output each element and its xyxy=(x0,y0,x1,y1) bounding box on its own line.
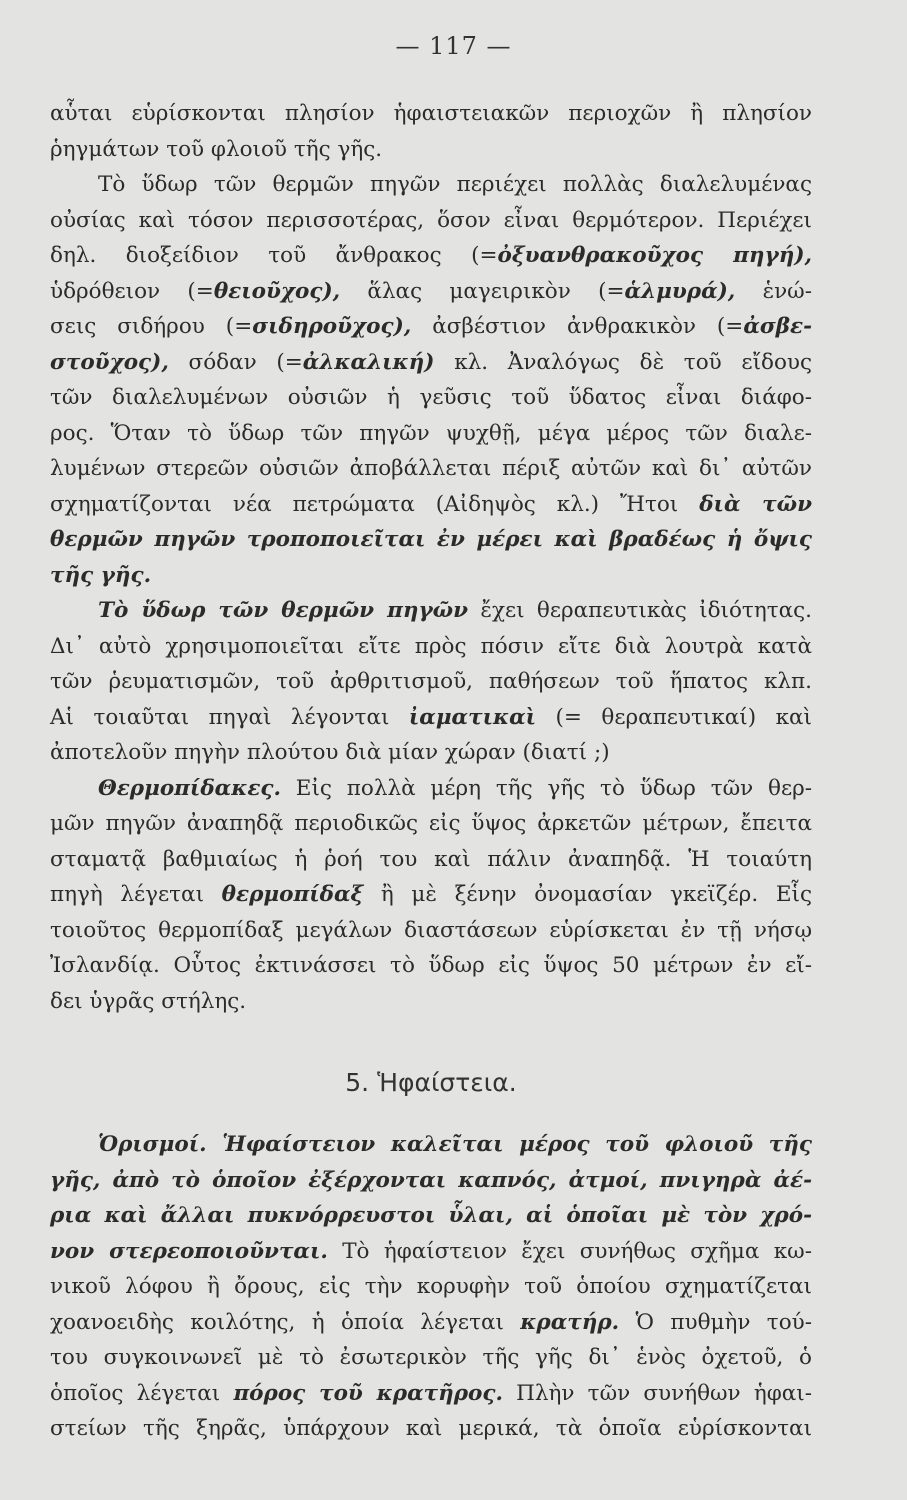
text-line: πηγὴ λέγεται θερμοπίδαξ ἢ μὲ ξένην ὀνομασίαν γκεϊζέρ. Εἷς xyxy=(50,882,812,907)
text-line: ρια καὶ ἄλλαι πυκνόρρευστοι ὗλαι, αἱ ὁποῖαι μὲ τὸν χρό- xyxy=(50,1203,812,1228)
text-line: Τὸ ὕδωρ τῶν θερμῶν πηγῶν περιέχει πολλὰς διαλελυμένας xyxy=(98,172,812,197)
page-number: — 117 — xyxy=(395,32,512,60)
text-line: μῶν πηγῶν ἀναπηδᾷ περιοδικῶς εἰς ὕψος ἀρκετῶν μέτρων, ἔπειτα xyxy=(50,811,812,836)
bold-term: στοῦχος), xyxy=(50,349,169,375)
text-line: Δι᾽ αὐτὸ χρησιμοποιεῖται εἴτε πρὸς πόσιν εἴτε διὰ λουτρὰ κατὰ xyxy=(50,633,812,659)
text-line: νον στερεοποιοῦνται. Τὸ ἡφαίστειον ἔχει συνήθως σχῆμα κω- xyxy=(50,1238,812,1264)
text-line: τοιοῦτος θερμοπίδαξ μεγάλων διαστάσεων εὑρίσκεται ἐν τῇ νήσῳ xyxy=(50,917,812,943)
text-line: στοῦχος), σόδαν (=ἀλκαλική) κλ. Ἀναλόγως δὲ τοῦ εἴδους xyxy=(50,349,812,375)
text-line: αὗται εὑρίσκονται πλησίον ἡφαιστειακῶν περιοχῶν ἢ πλησίον xyxy=(50,101,812,126)
text-line: δηλ. διοξείδιον τοῦ ἄνθρακος (=ὀξυανθρακοῦχος πηγή), xyxy=(50,243,813,268)
bold-term: κρατήρ. xyxy=(520,1309,620,1335)
bold-term: διὰ τῶν xyxy=(699,491,812,517)
section-heading: 5. Ἡφαίστεια. xyxy=(345,1068,517,1097)
bold-term: ἀσβε- xyxy=(743,314,812,339)
text-line: σεις σιδήρου (=σιδηροῦχος), ἀσβέστιον ἀνθρακικὸν (=ἀσβε- xyxy=(50,314,812,339)
section-spacer xyxy=(50,1019,812,1065)
text-line: Ὁρισμοί. Ἡφαίστειον καλεῖται μέρος τοῦ φλοιοῦ τῆς xyxy=(98,1132,812,1157)
text-line: λυμένων στερεῶν οὐσιῶν ἀποβάλλεται πέριξ αὐτῶν καὶ δι᾽ αὐτῶν xyxy=(50,456,812,481)
text-line: οὐσίας καὶ τόσον περισσοτέρας, ὅσον εἶναι θερμότερον. Περιέχει xyxy=(50,207,812,233)
text-line: ὁποῖος λέγεται πόρος τοῦ κρατῆρος. Πλὴν τῶν συνήθων ἡφαι- xyxy=(50,1380,812,1406)
bold-term: ἰαματικαὶ xyxy=(408,704,537,730)
text-line: του συγκοινωνεῖ μὲ τὸ ἐσωτερικὸν τῆς γῆς δι᾽ ἑνὸς ὀχετοῦ, ὁ xyxy=(50,1345,812,1370)
bold-term: ὀξυανθρακοῦχος πηγή), xyxy=(497,243,813,268)
page-body xyxy=(50,96,812,1447)
text-line: ῥηγμάτων τοῦ φλοιοῦ τῆς γῆς. xyxy=(50,136,383,162)
text-line: ἀποτελοῦν πηγὴν πλούτου διὰ μίαν χώραν (διατί ;) xyxy=(50,740,610,765)
text-line: Θερμοπίδακες. Εἰς πολλὰ μέρη τῆς γῆς τὸ ὕδωρ τῶν θερ- xyxy=(98,775,812,801)
text-line: θερμῶν πηγῶν τροποποιεῖται ἐν μέρει καὶ βραδέως ἡ ὄψις xyxy=(50,527,812,552)
text-line: σχηματίζονται νέα πετρώματα (Αἰδηψὸς κλ.) Ἤτοι διὰ τῶν xyxy=(50,491,812,517)
bold-term: θειοῦχος), xyxy=(213,278,341,304)
bold-term: Τὸ ὕδωρ τῶν θερμῶν πηγῶν xyxy=(98,598,469,623)
bold-term: σιδηροῦχος), xyxy=(252,314,412,339)
bold-term: Θερμοπίδακες. xyxy=(98,775,281,801)
bold-term: ἁλμυρά), xyxy=(624,278,736,304)
bold-term: θερμοπίδαξ xyxy=(221,882,364,907)
text-line: τῶν διαλελυμένων οὐσιῶν ἡ γεῦσις τοῦ ὕδατος εἶναι διάφο- xyxy=(50,385,812,410)
text-line: τῆς γῆς. xyxy=(50,562,152,588)
bold-term: νον στερεοποιοῦνται. xyxy=(50,1238,328,1264)
text-line: Αἱ τοιαῦται πηγαὶ λέγονται ἰαματικαὶ (= θεραπευτικαί) καὶ xyxy=(50,704,812,730)
text-line: στείων τῆς ξηρᾶς, ὑπάρχουν καὶ μερικά, τὰ ὁποῖα εὑρίσκονται xyxy=(50,1416,812,1441)
text-line: νικοῦ λόφου ἢ ὄρους, εἰς τὴν κορυφὴν τοῦ ὁποίου σχηματίζεται xyxy=(50,1274,812,1299)
text-line: χοανοειδὴς κοιλότης, ἡ ὁποία λέγεται κρατήρ. Ὁ πυθμὴν τού- xyxy=(50,1309,812,1335)
text-line: γῆς, ἀπὸ τὸ ὁποῖον ἐξέρχονται καπνός, ἀτμοί, πνιγηρὰ ἀέ- xyxy=(50,1167,812,1193)
text-line: τῶν ῥευματισμῶν, τοῦ ἀρθριτισμοῦ, παθήσεων τοῦ ἥπατος κλπ. xyxy=(50,669,812,694)
text-line: δει ὑγρᾶς στήλης. xyxy=(50,988,247,1014)
bold-term: πόρος τοῦ κρατῆρος. xyxy=(233,1380,503,1406)
text-line: ὑδρόθειον (=θειοῦχος), ἅλας μαγειρικὸν (=ἁλμυρά), ἑνώ- xyxy=(50,278,812,304)
text-line: σταματᾷ βαθμιαίως ἡ ῥοή του καὶ πάλιν ἀναπηδᾷ. Ἡ τοιαύτη xyxy=(50,846,812,872)
text-line: Ἰσλανδίᾳ. Οὗτος ἐκτινάσσει τὸ ὕδωρ εἰς ὕψος 50 μέτρων ἐν εἴ- xyxy=(50,953,812,978)
bold-term: ἀλκαλική) xyxy=(302,349,435,375)
text-line: ρος. Ὅταν τὸ ὕδωρ τῶν πηγῶν ψυχθῇ, μέγα μέρος τῶν διαλε- xyxy=(50,420,812,446)
text-line: Τὸ ὕδωρ τῶν θερμῶν πηγῶν ἔχει θεραπευτικὰς ἰδιότητας. xyxy=(98,598,812,623)
